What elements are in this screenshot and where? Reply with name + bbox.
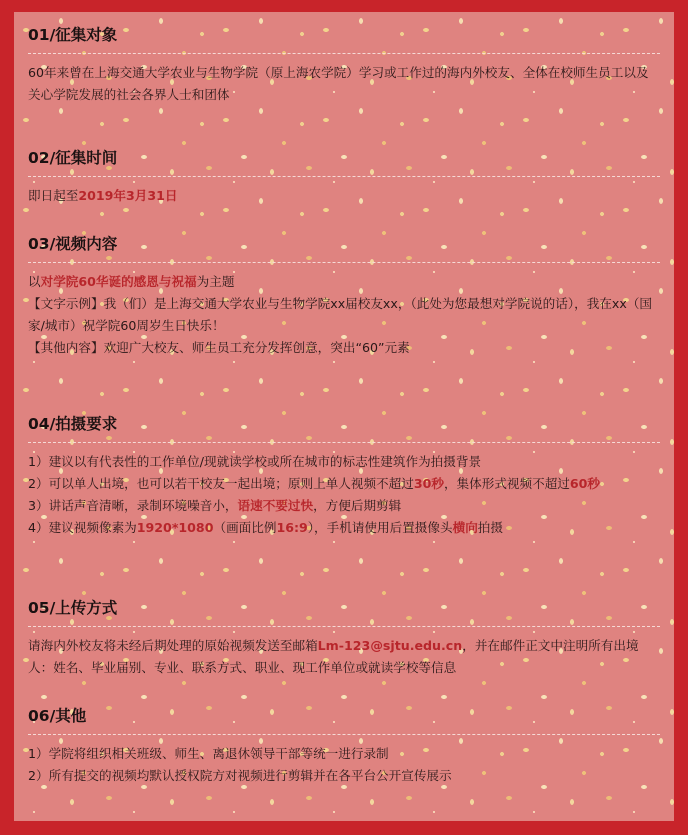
duration-highlight: 60秒: [569, 476, 601, 491]
section-title: 02/征集时间: [28, 147, 660, 177]
email-address[interactable]: Lm-123@sjtu.edu.cn: [317, 638, 463, 653]
text-run: ，方便后期剪辑: [313, 498, 402, 513]
section-title: 06/其他: [28, 705, 660, 735]
duration-highlight: 30秒: [413, 476, 444, 491]
section-text: [28, 473, 660, 495]
text-run: ），手机请使用后置摄像头: [307, 520, 453, 535]
section-text: [28, 185, 660, 207]
section-text: [28, 517, 660, 539]
text-run: 2）可以单人出境，也可以若干校友一起出境；原则上单人视频不超过: [28, 476, 414, 491]
section-title: 03/视频内容: [28, 233, 660, 263]
section-video-content: [28, 233, 660, 413]
text-run: 拍摄: [477, 520, 503, 535]
text-run: 4）建议视频像素为: [28, 520, 137, 535]
section-text: [28, 495, 660, 517]
section-time: [28, 147, 660, 233]
section-text: [28, 337, 660, 359]
section-targets: [28, 24, 660, 147]
speed-highlight: 语速不要过快: [237, 498, 314, 513]
section-shooting-requirements: [28, 413, 660, 597]
text-run: 请海内外校友将未经后期处理的原始视频发送至邮箱: [28, 638, 318, 653]
section-other: [28, 705, 660, 787]
orientation-highlight: 横向: [452, 520, 478, 535]
text-run: （画面比例: [213, 520, 277, 535]
text-run: ，集体形式视频不超过: [443, 476, 570, 491]
text-run: 1）建议以有代表性的工作单位/现就读学校或所在城市的标志性建筑作为拍摄背景: [28, 454, 482, 469]
text-run: 【其他内容】欢迎广大校友、师生员工充分发挥创意，突出“60”元素: [28, 340, 410, 355]
resolution-highlight: 1920*1080: [136, 520, 214, 535]
section-text: [28, 451, 660, 473]
text-run: 为主题: [196, 274, 235, 289]
text-run: 2）所有提交的视频均默认授权院方对视频进行剪辑并在各平台公开宣传展示: [28, 768, 452, 783]
section-text: [28, 293, 660, 337]
section-text: [28, 62, 660, 106]
text-run: 【文字示例】我（们）是上海交通大学农业与生物学院xx届校友xx，（此处为您最想对学院说的话），我在xx（国家/城市）祝学院60周岁生日快乐！: [28, 296, 653, 333]
section-title: 01/征集对象: [28, 24, 660, 54]
text-run: ，并在邮件正文中注明所有出境人：姓名、毕业届别、专业、联系方式、职业、现工作单位或就读学校等信息: [28, 638, 639, 675]
text-run: 1）学院将组织相关班级、师生、离退休领导干部等统一进行录制: [28, 746, 389, 761]
text-run: 即日起至: [28, 188, 79, 203]
section-text: [28, 635, 660, 679]
deadline-highlight: 2019年3月31日: [78, 188, 178, 203]
text-run: 以: [28, 274, 41, 289]
confetti-panel: [14, 12, 674, 821]
theme-highlight: 对学院60华诞的感恩与祝福: [40, 274, 197, 289]
section-title: 04/拍摄要求: [28, 413, 660, 443]
section-upload: [28, 597, 660, 705]
section-text: [28, 743, 660, 765]
section-title: 05/上传方式: [28, 597, 660, 627]
ratio-highlight: 16:9: [276, 520, 308, 535]
section-text: [28, 765, 660, 787]
section-text: [28, 271, 660, 293]
text-run: 3）讲话声音清晰，录制环境噪音小，: [28, 498, 238, 513]
text-run: 60年来曾在上海交通大学农业与生物学院（原上海农学院）学习或工作过的海内外校友、全体在校师生员工以及关心学院发展的社会各界人士和团体: [28, 65, 649, 102]
